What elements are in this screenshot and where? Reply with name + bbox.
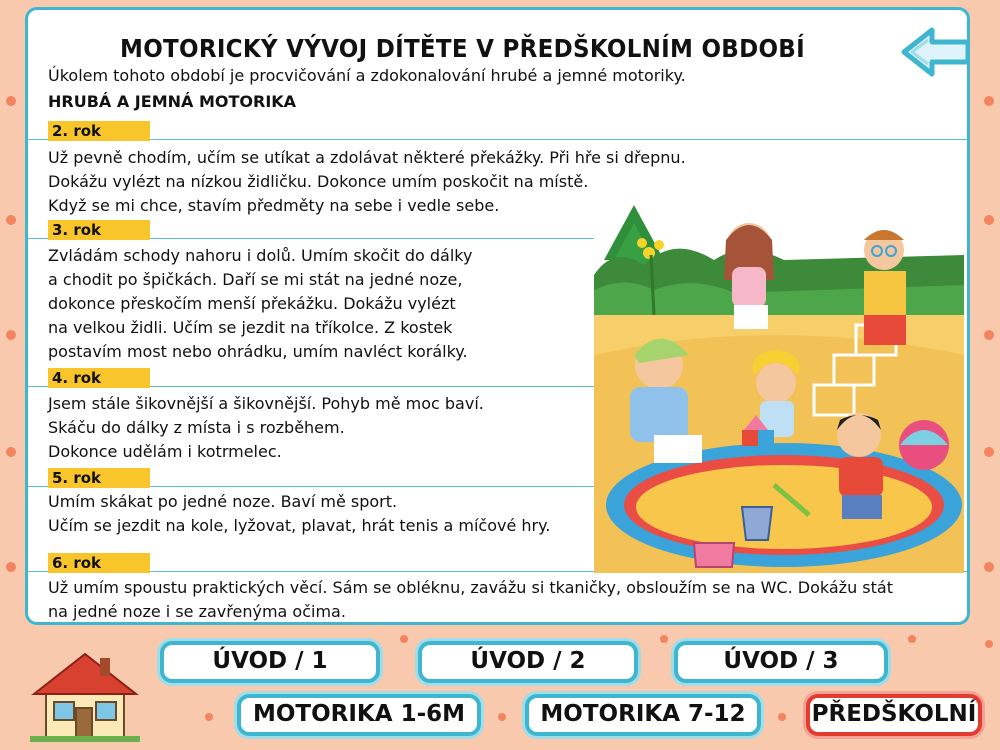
section-line: Učím se jezdit na kole, lyžovat, plavat, hrát tenis a míčové hry.: [48, 516, 551, 535]
decor-dot: [6, 215, 16, 225]
section-line: Už umím spoustu praktických věcí. Sám se obléknu, zavážu si tkaničky, obsloužím se na WC. Dokážu stát: [48, 578, 893, 597]
decor-dot: [778, 713, 786, 721]
year-label: 3. rok: [48, 220, 150, 240]
decor-dot: [984, 96, 994, 106]
nav-uvod-1-button[interactable]: ÚVOD / 1: [160, 641, 380, 683]
section-line: Umím skákat po jedné noze. Baví mě sport.: [48, 492, 398, 511]
section-line: Už pevně chodím, učím se utíkat a zdolávat některé překážky. Při hře si dřepnu.: [48, 148, 686, 167]
divider: [28, 139, 970, 140]
section-line: Dokážu vylézt na nízkou židličku. Dokonce umím poskočit na místě.: [48, 172, 589, 191]
decor-dot: [984, 215, 994, 225]
nav-uvod-3-button[interactable]: ÚVOD / 3: [674, 641, 888, 683]
decor-dot: [660, 635, 668, 643]
section-line: Dokonce udělám i kotrmelec.: [48, 442, 282, 461]
section-line: Když se mi chce, stavím předměty na sebe i vedle sebe.: [48, 196, 500, 215]
nav-uvod-2-button[interactable]: ÚVOD / 2: [418, 641, 638, 683]
nav-motorika-7-12-button[interactable]: MOTORIKA 7-12: [525, 694, 761, 736]
section-line: na jedné noze i se zavřenýma očima.: [48, 602, 346, 621]
section-line: dokonce přeskočím menší překážku. Dokážu vylézt: [48, 294, 456, 313]
nav-predskolni-button[interactable]: PŘEDŠKOLNÍ: [806, 694, 982, 736]
year-label: 2. rok: [48, 121, 150, 141]
children-playing-illustration: [594, 205, 964, 573]
page-title: MOTORICKÝ VÝVOJ DÍTĚTE V PŘEDŠKOLNÍM OBDOBÍ: [120, 34, 805, 63]
section-heading: HRUBÁ A JEMNÁ MOTORIKA: [48, 92, 297, 111]
year-label: 6. rok: [48, 553, 150, 573]
decor-dot: [985, 640, 993, 648]
decor-dot: [400, 635, 408, 643]
section-line: a chodit po špičkách. Daří se mi stát na jedné noze,: [48, 270, 463, 289]
decor-dot: [984, 562, 994, 572]
decor-dot: [6, 562, 16, 572]
decor-dot: [984, 447, 994, 457]
nav-motorika-1-6m-button[interactable]: MOTORIKA 1-6M: [237, 694, 481, 736]
decor-dot: [908, 635, 916, 643]
house-icon[interactable]: [30, 650, 140, 742]
content-card: [25, 7, 970, 625]
intro-text: Úkolem tohoto období je procvičování a zdokonalování hrubé a jemné motoriky.: [48, 66, 686, 85]
section-line: Zvládám schody nahoru i dolů. Umím skočit do dálky: [48, 246, 473, 265]
section-line: postavím most nebo ohrádku, umím navléct korálky.: [48, 342, 468, 361]
decor-dot: [6, 96, 16, 106]
section-line: na velkou židli. Učím se jezdit na tříkolce. Z kostek: [48, 318, 453, 337]
decor-dot: [6, 447, 16, 457]
section-line: Skáču do dálky z místa i s rozběhem.: [48, 418, 345, 437]
year-label: 5. rok: [48, 468, 150, 488]
decor-dot: [205, 713, 213, 721]
year-label: 4. rok: [48, 368, 150, 388]
back-arrow-icon[interactable]: [898, 24, 970, 80]
decor-dot: [6, 330, 16, 340]
decor-dot: [498, 713, 506, 721]
section-line: Jsem stále šikovnější a šikovnější. Pohyb mě moc baví.: [48, 394, 484, 413]
decor-dot: [984, 330, 994, 340]
